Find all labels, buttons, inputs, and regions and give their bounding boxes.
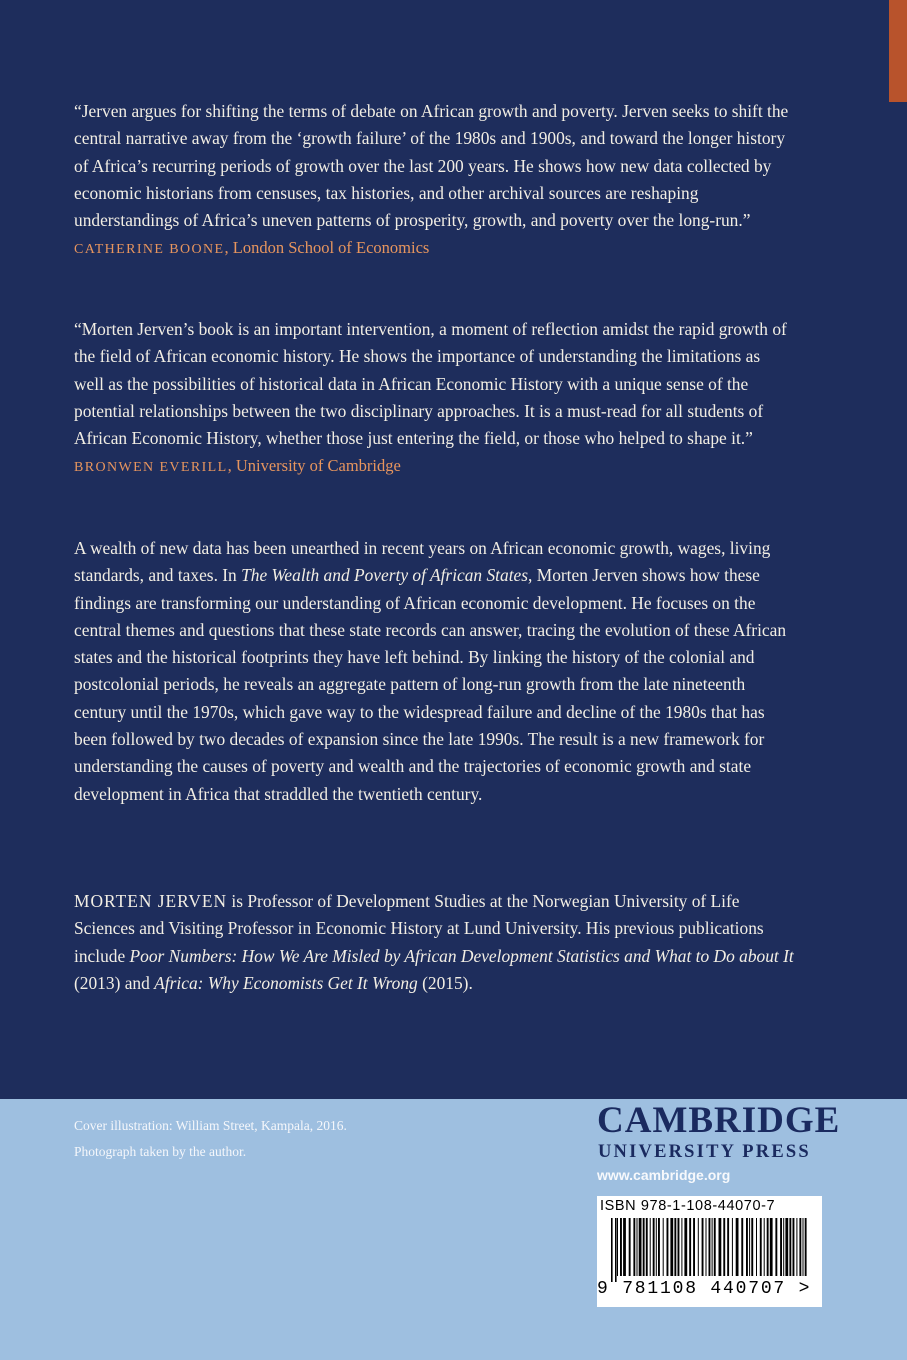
barcode-bar (796, 1218, 797, 1276)
barcode-bar (789, 1218, 791, 1276)
quote-text: “Morten Jerven’s book is an important intervention, a moment of reflection amidst the rapid growth of the field of African economic history. He shows the importance of understanding the limitations as well as the possibilities of historical data in African Economic History with a unique sense of the potential relationships between the two disciplinary approaches. It is a must-read for all students of African Economic History, whether those just entering the field, or those who helped to shape it.” (74, 319, 787, 449)
barcode-bar (637, 1218, 638, 1276)
barcode-bar (723, 1218, 725, 1276)
barcode-bar (667, 1218, 669, 1276)
quote-attribution (74, 452, 794, 481)
spine-accent-strip (889, 0, 907, 102)
barcode-bar (639, 1218, 642, 1276)
quote-text: “Jerven argues for shifting the terms of debate on African growth and poverty. Jerven seeks to shift the central narrative away from the ‘growth failure’ of the 1980s and 1900s, and toward the longer history of Africa’s recurring periods of growth over the last 200 years. He shows how new data collected by economic historians from censuses, tax histories, and other archival sources are reshaping understandings of Africa’s uneven patterns of prosperity, growth, and poverty over the long-run.” (74, 101, 789, 231)
barcode-bar (749, 1218, 750, 1276)
barcode-bar (674, 1218, 676, 1276)
publisher-subname: UNIVERSITY PRESS (598, 1142, 811, 1162)
barcode-bar (756, 1218, 757, 1276)
barcode-bar (764, 1218, 765, 1276)
barcode-bar (653, 1218, 655, 1276)
barcode-bar (803, 1218, 804, 1276)
barcode-bar (643, 1218, 645, 1276)
barcode (597, 1196, 822, 1307)
publisher-name: CAMBRIDGE (597, 1100, 841, 1141)
barcode-bar (702, 1218, 704, 1276)
barcode-bar (751, 1218, 753, 1276)
endorser-name: BRONWEN EVERILL (74, 460, 228, 476)
barcode-bar (760, 1218, 762, 1276)
barcode-bar (698, 1218, 699, 1276)
barcode-bar (780, 1218, 782, 1276)
publisher-logo (597, 1101, 840, 1183)
barcode-bar (732, 1218, 733, 1276)
barcode-bar (650, 1218, 651, 1276)
bio-text: (2013) and (74, 972, 155, 993)
description-text: , Morten Jerven shows how these findings are transforming our understanding of African economic development. He focuses on the central themes and questions that these state records can answer, tracing the evolution of these African states and the historical footprints they have left behind. By linking the history of the colonial and postcolonial periods, he reveals an aggregate pattern of long-run growth from the late nineteenth century until the 1970s, which gave way to the widespread failure and decline of the 1980s that has been followed by two decades of expansion since the late 1990s. The result is a new framework for understanding the causes of poverty and wealth and the trajectories of economic growth and state development in Africa that straddled the twentieth century. (74, 565, 787, 804)
barcode-bar (783, 1218, 784, 1276)
credit-line-1: Cover illustration: William Street, Kampala, 2016. (74, 1118, 347, 1133)
credit-line-2: Photograph taken by the author. (74, 1144, 247, 1159)
previous-book-2: Africa: Why Economists Get It Wrong (154, 972, 418, 993)
barcode-bar (663, 1218, 664, 1276)
barcode-bar (620, 1218, 622, 1276)
cover-credit (74, 1113, 347, 1165)
barcode-bar (736, 1218, 739, 1276)
barcode-bar (785, 1218, 788, 1276)
barcode-bar (693, 1218, 695, 1276)
barcode-bar (681, 1218, 682, 1276)
barcode-bar (767, 1218, 769, 1276)
barcode-bar (793, 1218, 795, 1276)
bio-text: (2015). (417, 972, 473, 993)
barcode-bar (805, 1218, 807, 1276)
barcode-bar (633, 1218, 635, 1276)
barcode-bar (623, 1218, 626, 1276)
barcode-guard-bar (611, 1218, 613, 1282)
barcode-bar (746, 1218, 748, 1276)
barcode-bar (770, 1218, 773, 1276)
isbn-label: ISBN 978-1-108-44070-7 (600, 1198, 776, 1214)
barcode-bar (727, 1218, 729, 1276)
book-description (74, 535, 794, 808)
endorser-name: CATHERINE BOONE (74, 242, 225, 258)
barcode-bar (646, 1218, 648, 1276)
previous-book-1: Poor Numbers: How We Are Misled by African Development Statistics and What to Do about It (129, 945, 794, 966)
barcode-bar (714, 1218, 716, 1276)
barcode-bar (719, 1218, 722, 1276)
barcode-bar (775, 1218, 777, 1276)
barcode-bar (684, 1218, 687, 1276)
barcode-bar (658, 1218, 660, 1276)
barcode-bar (670, 1218, 673, 1276)
barcode-bar (712, 1218, 713, 1276)
barcode-bars (601, 1218, 815, 1282)
endorsement-quote-2 (74, 316, 794, 481)
barcode-bar (656, 1218, 657, 1276)
author-name: MORTEN JERVEN (74, 891, 228, 911)
endorser-affiliation: , University of Cambridge (227, 456, 401, 476)
description-text: A wealth of new data has been unearthed in recent years on African economic growth, wages, living standards, and taxes. In (74, 538, 771, 586)
barcode-bar (709, 1218, 711, 1276)
bio-text: is Professor of Development Studies at the Norwegian University of Life Sciences and Visiting Professor in Economic History at Lund University. His previous publications include (74, 891, 764, 966)
author-bio (74, 888, 794, 997)
endorsement-quote-1 (74, 98, 794, 263)
barcode-bar (678, 1218, 680, 1276)
barcode-bar (706, 1218, 707, 1276)
endorser-affiliation: , London School of Economics (224, 238, 430, 258)
barcode-bar (617, 1218, 618, 1276)
barcode-bar (741, 1218, 743, 1276)
quote-attribution (74, 234, 794, 263)
barcode-bar (629, 1218, 631, 1276)
barcode-guard-bar (615, 1218, 617, 1282)
barcode-digits: 9 781108 440707 > (597, 1279, 812, 1299)
publisher-url[interactable]: www.cambridge.org (597, 1167, 731, 1183)
footer-band (0, 1099, 907, 1360)
barcode-bar (689, 1218, 691, 1276)
book-title: The Wealth and Poverty of African States (241, 565, 529, 586)
barcode-bar (799, 1218, 801, 1276)
